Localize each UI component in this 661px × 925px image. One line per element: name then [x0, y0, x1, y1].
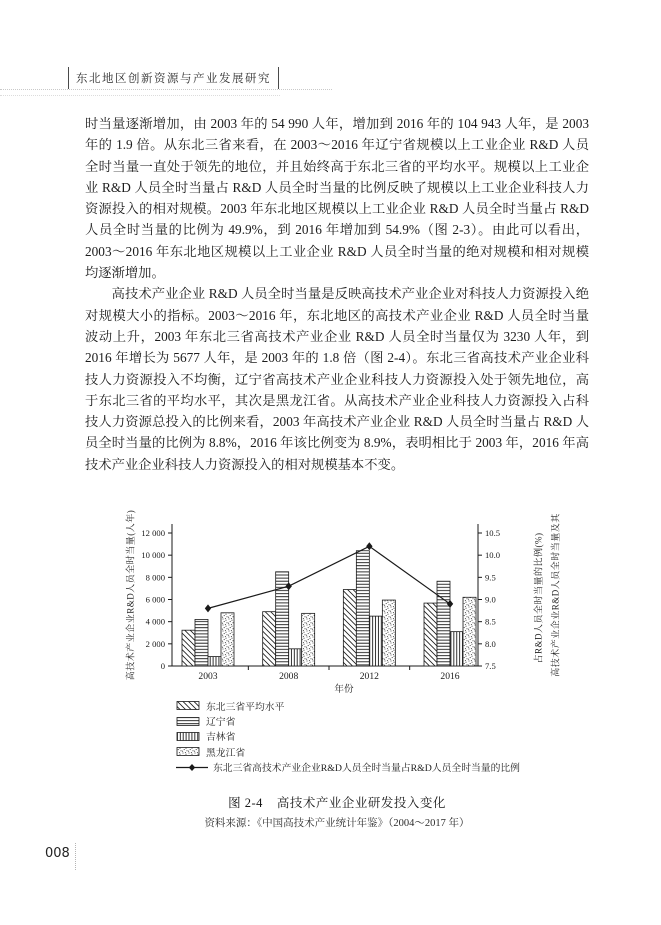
svg-text:4 000: 4 000: [145, 616, 165, 627]
svg-text:0: 0: [160, 661, 165, 671]
legend-item: [176, 713, 520, 728]
legend-swatch-dots-icon: [176, 746, 201, 757]
figure-caption: [85, 793, 589, 811]
figure-title: 高技术产业企业研发投入变化: [276, 796, 446, 810]
page-number: 008: [45, 846, 70, 861]
svg-text:10 000: 10 000: [141, 550, 165, 561]
legend-label: 东北三省高技术产业企业R&D人员全时当量占R&D人员全时当量的比例: [213, 763, 520, 775]
y-axis-label-right-line1: 高技术产业企业R&D人员全时当量及其: [550, 513, 561, 677]
running-head-right-bar: [278, 67, 279, 89]
svg-text:2 000: 2 000: [145, 638, 165, 649]
svg-text:6 000: 6 000: [145, 594, 165, 605]
y-axis-label-right-line2: 占R&D人员全时当量的比例(%): [533, 532, 544, 664]
paragraph: 高技术产业企业 R&D 人员全时当量是反映高技术产业企业对科技人力资源投入绝对规模大小的指标。2003～2016 年，东北地区的高技术产业企业 R&D 人员全时当量波动上升，2003 年东北三省高技术产业企业 R&D 人员全时当量仅为 3230 人年，到 2016 年增长为 5677 人年，是 2003 年的 1.8 倍（图 2-4）。东北三省高技术产业企业科技人力资源投入不均衡，辽宁省高技术产业企业科技人力资源投入处于领先地位，高于东北三省的平均水平，其次是黑龙江省。从高技术产业企业科技人力资源投入占科技人力资源总投入的比例来看，2003 年高技术产业企业 R&D 人员全时当量占 R&D 人员全时当量的比例为 8.8%，2016 年该比例变为 8.9%，表明相比于 2003 年，2016 年高技术产业企业科技人力资源投入的相对规模基本不变。: [85, 286, 589, 472]
chart-legend: [176, 698, 520, 775]
legend-label: 辽宁省: [206, 717, 236, 729]
decorative-dotted-rule: [0, 89, 332, 90]
figure-source: 资料来源：《中国高技术产业统计年鉴》（2004～2017 年）: [204, 818, 470, 829]
svg-text:8 000: 8 000: [145, 572, 165, 583]
svg-text:2003: 2003: [198, 671, 218, 682]
figure-number: 图 2-4: [228, 796, 263, 810]
svg-text:年份: 年份: [334, 684, 354, 695]
legend-swatch-horizontal-icon: [176, 716, 201, 727]
legend-item: [176, 760, 520, 775]
running-head-title: 东北地区创新资源与产业发展研究: [76, 73, 271, 85]
page-number-block: [45, 845, 77, 870]
legend-swatch-vertical-icon: [176, 731, 201, 742]
legend-swatch-diagonal-icon: [176, 700, 201, 711]
legend-item: [176, 729, 520, 744]
svg-text:10.0: 10.0: [485, 550, 501, 561]
svg-text:2008: 2008: [279, 671, 299, 682]
svg-text:8.5: 8.5: [485, 616, 496, 627]
legend-line-marker-icon: [176, 762, 208, 773]
svg-text:9.0: 9.0: [485, 594, 496, 605]
svg-text:12 000: 12 000: [141, 528, 165, 538]
legend-item: [176, 698, 520, 713]
body-text: [85, 113, 589, 475]
decorative-dotted-rule: [0, 95, 280, 96]
svg-text:9.5: 9.5: [485, 572, 496, 583]
running-head: [68, 66, 279, 90]
page-number-dotted-rule: [75, 843, 77, 870]
legend-label: 吉林省: [206, 732, 236, 744]
y-axis-label-left: 高技术产业企业R&D人员全时当量(人年): [125, 509, 136, 681]
svg-text:8.0: 8.0: [485, 638, 496, 649]
legend-label: 东北三省平均水平: [206, 701, 285, 713]
legend-item: [176, 744, 520, 759]
bar-line-chart: [105, 498, 585, 698]
svg-text:2016: 2016: [440, 671, 460, 682]
svg-text:2012: 2012: [359, 671, 379, 682]
legend-label: 黑龙江省: [206, 747, 246, 759]
paragraph: 时当量逐渐增加，由 2003 年的 54 990 人年，增加到 2016 年的 104 943 人年，是 2003 年的 1.9 倍。从东北三省来看，在 2003～2016 年辽宁省规模以上工业企业 R&D 人员全时当量一直处于领先的地位，并且始终高于东北三省的平均水平。规模以上工业企业 R&D 人员全时当量占 R&D 人员全时当量的比例反映了规模以上工业企业科技人力资源投入的相对规模。2003 年东北地区规模以上工业企业 R&D 人员全时当量占 R&D 人员全时当量的比例为 49.9%，到 2016 年增加到 54.9%（图 2-3）。由此可以看出，2003～2016 年东北地区规模以上工业企业 R&D 人员全时当量的绝对规模和相对规模均逐渐增加。: [85, 116, 589, 281]
svg-text:7.5: 7.5: [485, 661, 496, 671]
svg-text:10.5: 10.5: [485, 528, 501, 538]
